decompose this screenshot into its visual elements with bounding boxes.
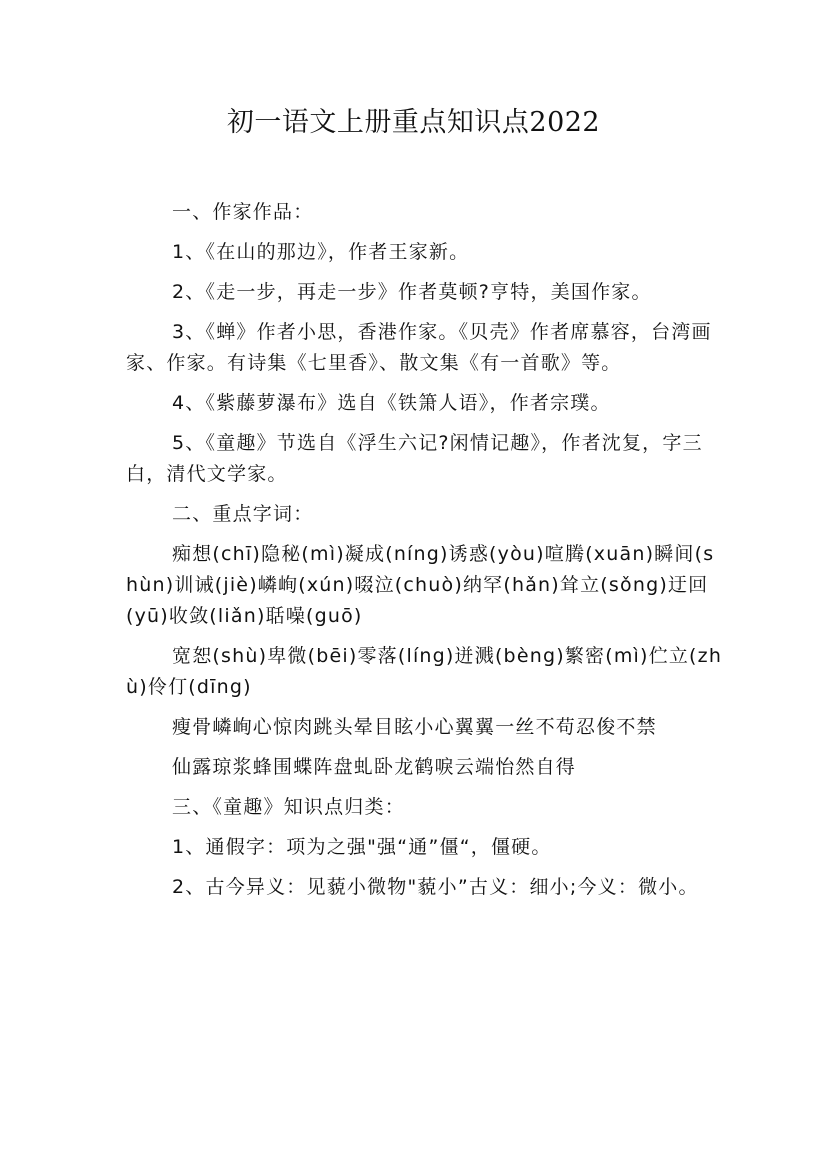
- vocabulary-list-1: 痴想(chī)隐秘(mì)凝成(níng)诱惑(yòu)喧腾(xuān)瞬间(shùn)训诫(jiè)嶙峋(xún)啜泣(chuò)纳罕(hǎn)耸立(sǒng)迂回(yū)收敛(liǎn)聒噪(guō): [126, 543, 715, 627]
- idiom-list-2: 仙露琼浆蜂围蝶阵盘虬卧龙鹤唳云端怡然自得: [172, 756, 577, 778]
- idiom-list-1: 瘦骨嶙峋心惊肉跳头晕目眩小心翼翼一丝不苟忍俊不禁: [172, 716, 657, 738]
- page-title: 初一语文上册重点知识点2022: [226, 107, 601, 138]
- paragraph-item-5: 5、《童趣》节选自《浮生六记?闲情记趣》，作者沈复，字三白，清代文学家。: [126, 432, 703, 485]
- knowledge-item-1: 1、通假字：项为之强"强“通”僵“，僵硬。: [172, 836, 552, 858]
- document-body: [126, 197, 726, 912]
- paragraph-item-4: 4、《紫藤萝瀑布》选自《铁箫人语》，作者宗璞。: [172, 392, 611, 414]
- knowledge-item-2: 2、古今异义：见藐小微物"藐小”古义：细小;今义：微小。: [172, 876, 699, 898]
- paragraph-item-1: 1、《在山的那边》，作者王家新。: [172, 241, 470, 263]
- section-heading-vocabulary: 二、重点字词：: [172, 503, 314, 525]
- section-heading-tongqu: 三、《童趣》知识点归类：: [172, 796, 405, 818]
- vocabulary-list-2: 宽恕(shù)卑微(bēi)零落(líng)迸溅(bèng)繁密(mì)伫立(zhù)伶仃(dīng): [126, 645, 723, 698]
- paragraph-item-3: 3、《蝉》作者小思，香港作家。《贝壳》作者席慕容，台湾画家、作家。有诗集《七里香》、散文集《有一首歌》等。: [126, 321, 712, 374]
- paragraph-item-2: 2、《走一步，再走一步》作者莫顿?亨特，美国作家。: [172, 281, 652, 303]
- section-heading-works: 一、作家作品：: [172, 201, 314, 223]
